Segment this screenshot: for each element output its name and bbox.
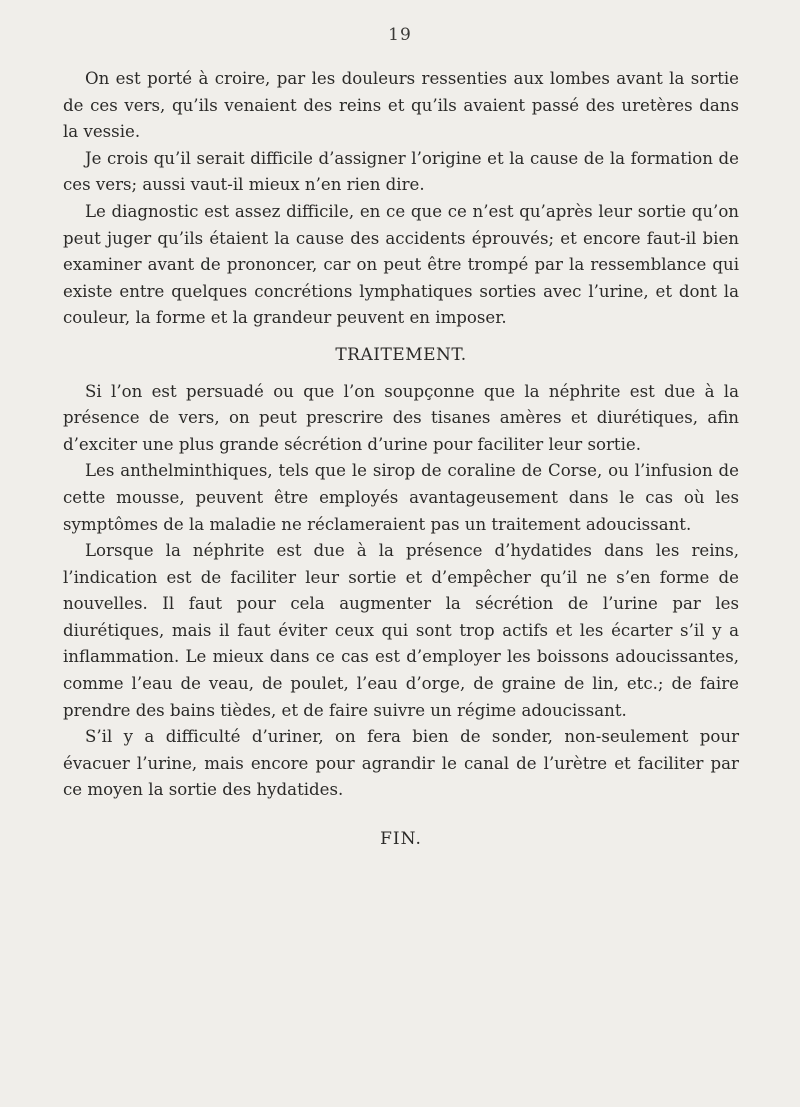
paragraph: Lorsque la néphrite est due à la présence d’hydatides dans les reins, l’indication est de faciliter leur sortie et d’empêcher qu’il ne s’en forme de nouvelles. Il faut pour cela augmenter la sécrétion de l’urine par les diurétiques, mais il faut éviter ceux qui sont trop actifs et les écarter s’il y a inflammation. Le mieux dans ce cas est d’employer les boissons adoucissantes, comme l’eau de veau, de poulet, l’eau d’orge, de graine de lin, etc.; de faire prendre des bains tièdes, et de faire suivre un régime adoucissant. — [63, 541, 739, 720]
paragraph: Le diagnostic est assez difficile, en ce que ce n’est qu’après leur sortie qu’on peut juger qu’ils étaient la cause des accidents éprouvés; et encore faut-il bien examiner avant de prononcer, car on peut être trompé par la ressemblance qui existe entre quelques concrétions lymphatiques sorties avec l’urine, et dont la couleur, la forme et la grandeur peuvent en imposer. — [63, 201, 739, 328]
paragraph: Je crois qu’il serait difficile d’assigner l’origine et la cause de la formation de ces vers; aussi vaut-il mieux n’en rien dire. — [63, 148, 739, 195]
paragraph: Si l’on est persuadé ou que l’on soupçonne que la néphrite est due à la présence de vers, on peut prescrire des tisanes amères et diurétiques, afin d’exciter une plus grande sécrétion d’urine pour faciliter leur sortie. — [63, 381, 739, 454]
paragraph: On est porté à croire, par les douleurs ressenties aux lombes avant la sortie de ces vers, qu’ils venaient des reins et qu’ils avaient passé des uretères dans la vessie. — [63, 69, 739, 142]
paragraph: S’il y a difficulté d’uriner, on fera bien de sonder, non-seulement pour évacuer l’urine, mais encore pour agrandir le canal de l’urètre et faciliter par ce moyen la sortie des hydatides. — [63, 727, 739, 800]
paragraph: Les anthelminthiques, tels que le sirop de coraline de Corse, ou l’infusion de cette mousse, peuvent être employés avantageusement dans le cas où les symptômes de la maladie ne réclameraient pas un traitement adoucissant. — [63, 461, 739, 534]
section-heading: TRAITEMENT. — [335, 344, 467, 365]
body-text — [63, 66, 739, 853]
page-number: 19 — [388, 25, 412, 45]
end-marker: FIN. — [380, 829, 422, 850]
